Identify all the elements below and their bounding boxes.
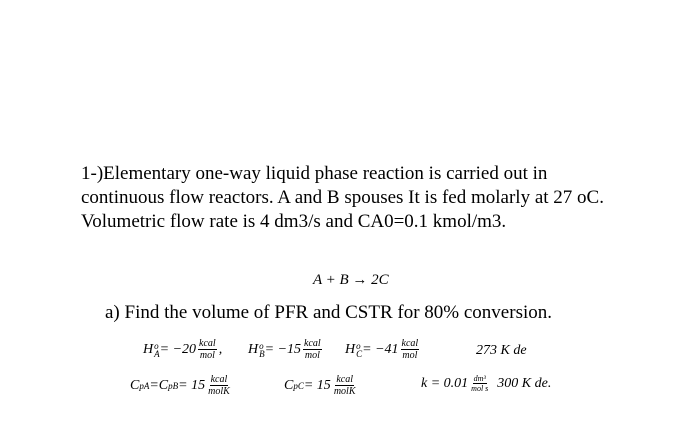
subscript: A xyxy=(154,348,160,359)
heat-capacity-ab-value: = 15 xyxy=(178,377,206,393)
heat-capacity-c-value: = 15 xyxy=(303,377,331,393)
enthalpy-b-value: = −15 xyxy=(264,341,302,357)
rate-constant-value: k = 0.01 xyxy=(421,375,469,391)
superscript: o xyxy=(259,340,264,351)
enthalpy-a-value: = −20 xyxy=(159,341,197,357)
problem-statement: 1-)Elementary one-way liquid phase reaction is carried out in continuous flow reactors. A and B spouses It is fed molarly at 27 oC. Volumetric flow rate is 4 dm3/s and CA0=0.1 kmol/m3. xyxy=(81,163,604,232)
enthalpy-c-value: = −41 xyxy=(362,341,399,357)
unit-fraction: $\frac{\text{dm³}}{\text{mol s}}$ xyxy=(471,374,489,393)
enthalpy-a: H o A = −20 $\frac{\text{kcal}}{\text{mol}}$ , xyxy=(143,338,223,361)
heat-capacity-ab: C pA =C pB = 15 $\frac{\text{kcal}}{\text{molK}}$ xyxy=(130,374,230,397)
superscript: o xyxy=(154,340,159,351)
unit-fraction: $\frac{\text{kcal}}{\text{mol}}$ xyxy=(304,338,321,361)
subscript: B xyxy=(259,348,265,359)
enthalpy-c xyxy=(345,338,421,361)
temperature-note-2: 300 K de. xyxy=(497,375,552,391)
unit-fraction: $\frac{\text{kcal}}{\text{molK}}$ xyxy=(333,374,356,397)
symbol-h: H xyxy=(248,341,259,357)
unit-fraction: $\frac{\text{kcal}}{\text{mol}}$ xyxy=(401,338,419,361)
rate-constant xyxy=(421,374,551,393)
temperature-note-1: 273 K de xyxy=(476,343,527,358)
symbol-h: H xyxy=(345,341,356,357)
symbol-h: H xyxy=(143,341,154,357)
unit-fraction: $\frac{\text{kcal}}{\text{mol}}$ xyxy=(199,338,216,361)
reaction-equation: A + B → 2C xyxy=(313,272,389,288)
subscript: C xyxy=(356,348,363,359)
question-a: a) Find the volume of PFR and CSTR for 80% conversion. xyxy=(105,302,552,323)
enthalpy-b xyxy=(248,338,324,361)
unit-fraction: $\frac{\text{kcal}}{\text{molK}}$ xyxy=(208,374,230,397)
heat-capacity-c: C pC = 15 $\frac{\text{kcal}}{\text{molK}}$ xyxy=(284,374,356,397)
superscript: o xyxy=(356,340,361,351)
